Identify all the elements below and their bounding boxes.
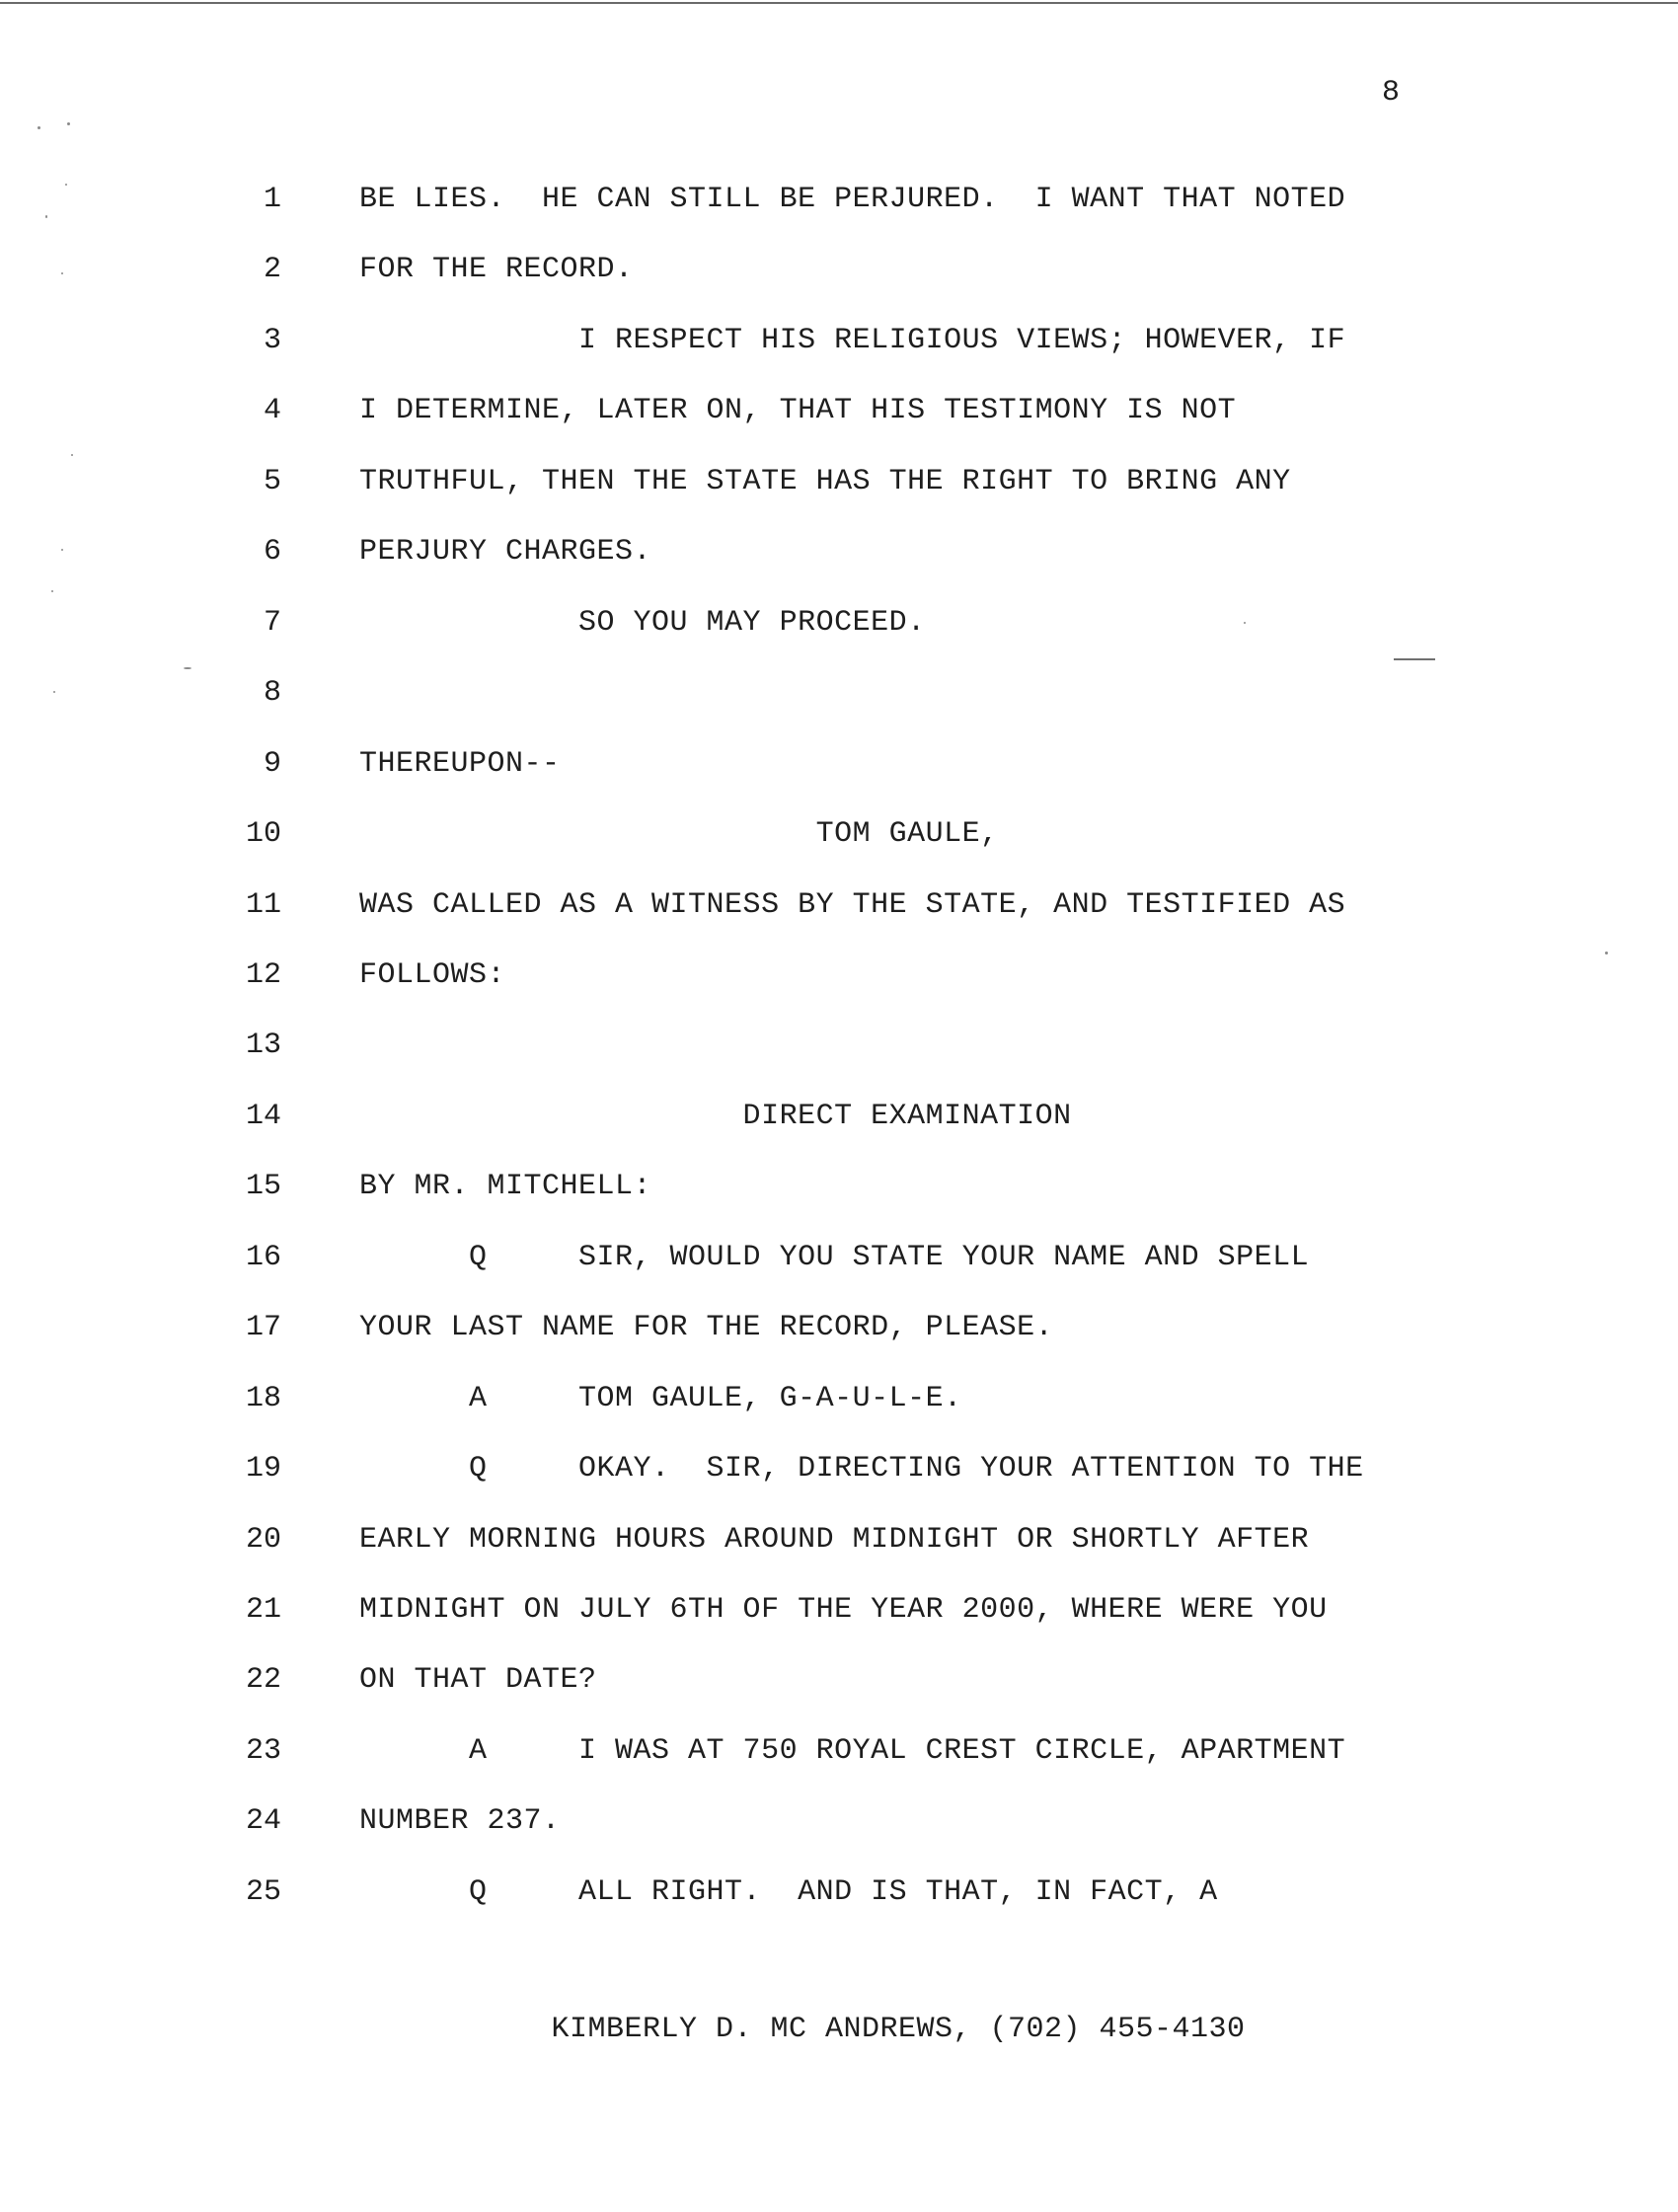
transcript-line [0,1444,1678,1493]
transcript-line [0,1585,1678,1635]
line-number: 16 [245,1240,281,1274]
scan-speck [51,590,53,592]
line-text: SO YOU MAY PROCEED. [359,605,926,640]
page-number: 8 [1382,76,1401,110]
line-number: 13 [245,1029,281,1063]
line-number: 24 [245,1804,281,1839]
scan-speck [65,184,67,186]
transcript-line [0,316,1678,365]
top-rule [0,2,1678,4]
line-number: 12 [245,957,281,992]
line-number: 11 [245,887,281,922]
scan-speck [67,122,70,125]
line-text: YOUR LAST NAME FOR THE RECORD, PLEASE. [359,1311,1054,1345]
scan-speck [53,691,55,693]
line-text: TOM GAULE, [359,817,999,852]
transcript-line [0,668,1678,718]
line-number: 15 [245,1170,281,1204]
transcript-line [0,739,1678,789]
transcript-line [0,951,1678,1000]
line-text: TRUTHFUL, THEN THE STATE HAS THE RIGHT TO BRING ANY [359,464,1291,498]
transcript-line [0,175,1678,224]
line-text: BE LIES. HE CAN STILL BE PERJURED. I WANT THAT NOTED [359,183,1346,216]
line-number: 3 [263,323,281,357]
scan-speck [184,667,191,669]
transcript-line [0,1726,1678,1776]
line-number: 6 [263,535,281,570]
line-number: 23 [245,1733,281,1768]
line-text: PERJURY CHARGES. [359,535,652,570]
line-text: NUMBER 237. [359,1804,561,1839]
transcript-line [0,1021,1678,1070]
transcript-line [0,457,1678,506]
transcript-line [0,1374,1678,1423]
line-number: 14 [245,1099,281,1133]
line-number: 22 [245,1663,281,1698]
line-text: EARLY MORNING HOURS AROUND MIDNIGHT OR SHORTLY AFTER [359,1522,1310,1557]
line-text: A I WAS AT 750 ROYAL CREST CIRCLE, APARTMENT [359,1733,1346,1768]
line-number: 9 [263,746,281,781]
scan-speck [61,272,63,274]
transcript-line [0,245,1678,294]
line-number: 18 [245,1381,281,1415]
transcript-line [0,1868,1678,1917]
line-text: Q OKAY. SIR, DIRECTING YOUR ATTENTION TO THE [359,1452,1364,1487]
line-text: A TOM GAULE, G-A-U-L-E. [359,1381,962,1415]
line-number: 8 [263,676,281,711]
transcript-line [0,1796,1678,1846]
line-number: 10 [245,817,281,852]
line-number: 2 [263,253,281,287]
transcript-line [0,880,1678,930]
line-number: 17 [245,1311,281,1345]
line-text: DIRECT EXAMINATION [359,1099,1072,1133]
line-text: MIDNIGHT ON JULY 6TH OF THE YEAR 2000, WHERE WERE YOU [359,1593,1328,1627]
transcript-line [0,1162,1678,1211]
line-number: 4 [263,394,281,428]
line-number: 20 [245,1522,281,1557]
scan-speck [71,454,73,456]
scan-speck [38,126,40,129]
scan-speck [1244,622,1246,624]
line-text: FOR THE RECORD. [359,253,634,287]
line-text: ON THAT DATE? [359,1663,597,1698]
line-number: 1 [263,183,281,216]
transcript-line [0,1515,1678,1564]
line-text: I RESPECT HIS RELIGIOUS VIEWS; HOWEVER, IF [359,323,1346,357]
scan-speck [1605,952,1608,954]
line-number: 25 [245,1874,281,1909]
margin-mark [1394,658,1435,660]
line-number: 5 [263,464,281,498]
line-text: FOLLOWS: [359,957,506,992]
line-text: BY MR. MITCHELL: [359,1170,652,1204]
scan-speck [45,215,47,218]
transcript-line [0,1303,1678,1352]
transcript-line [0,527,1678,576]
line-number: 21 [245,1593,281,1627]
line-text: Q SIR, WOULD YOU STATE YOUR NAME AND SPELL [359,1240,1310,1274]
line-text: WAS CALLED AS A WITNESS BY THE STATE, AND TESTIFIED AS [359,887,1346,922]
line-text: THEREUPON-- [359,746,561,781]
scan-speck [61,549,63,551]
line-number: 19 [245,1452,281,1487]
reporter-footer: KIMBERLY D. MC ANDREWS, (702) 455-4130 [551,2013,1246,2046]
line-text: Q ALL RIGHT. AND IS THAT, IN FACT, A [359,1874,1218,1909]
transcript-line [0,809,1678,859]
line-number: 7 [263,605,281,640]
transcript-line [0,1233,1678,1282]
transcript-line [0,1092,1678,1141]
transcript-line [0,598,1678,648]
line-text: I DETERMINE, LATER ON, THAT HIS TESTIMONY IS NOT [359,394,1237,428]
transcript-line [0,1655,1678,1705]
transcript-line [0,386,1678,435]
